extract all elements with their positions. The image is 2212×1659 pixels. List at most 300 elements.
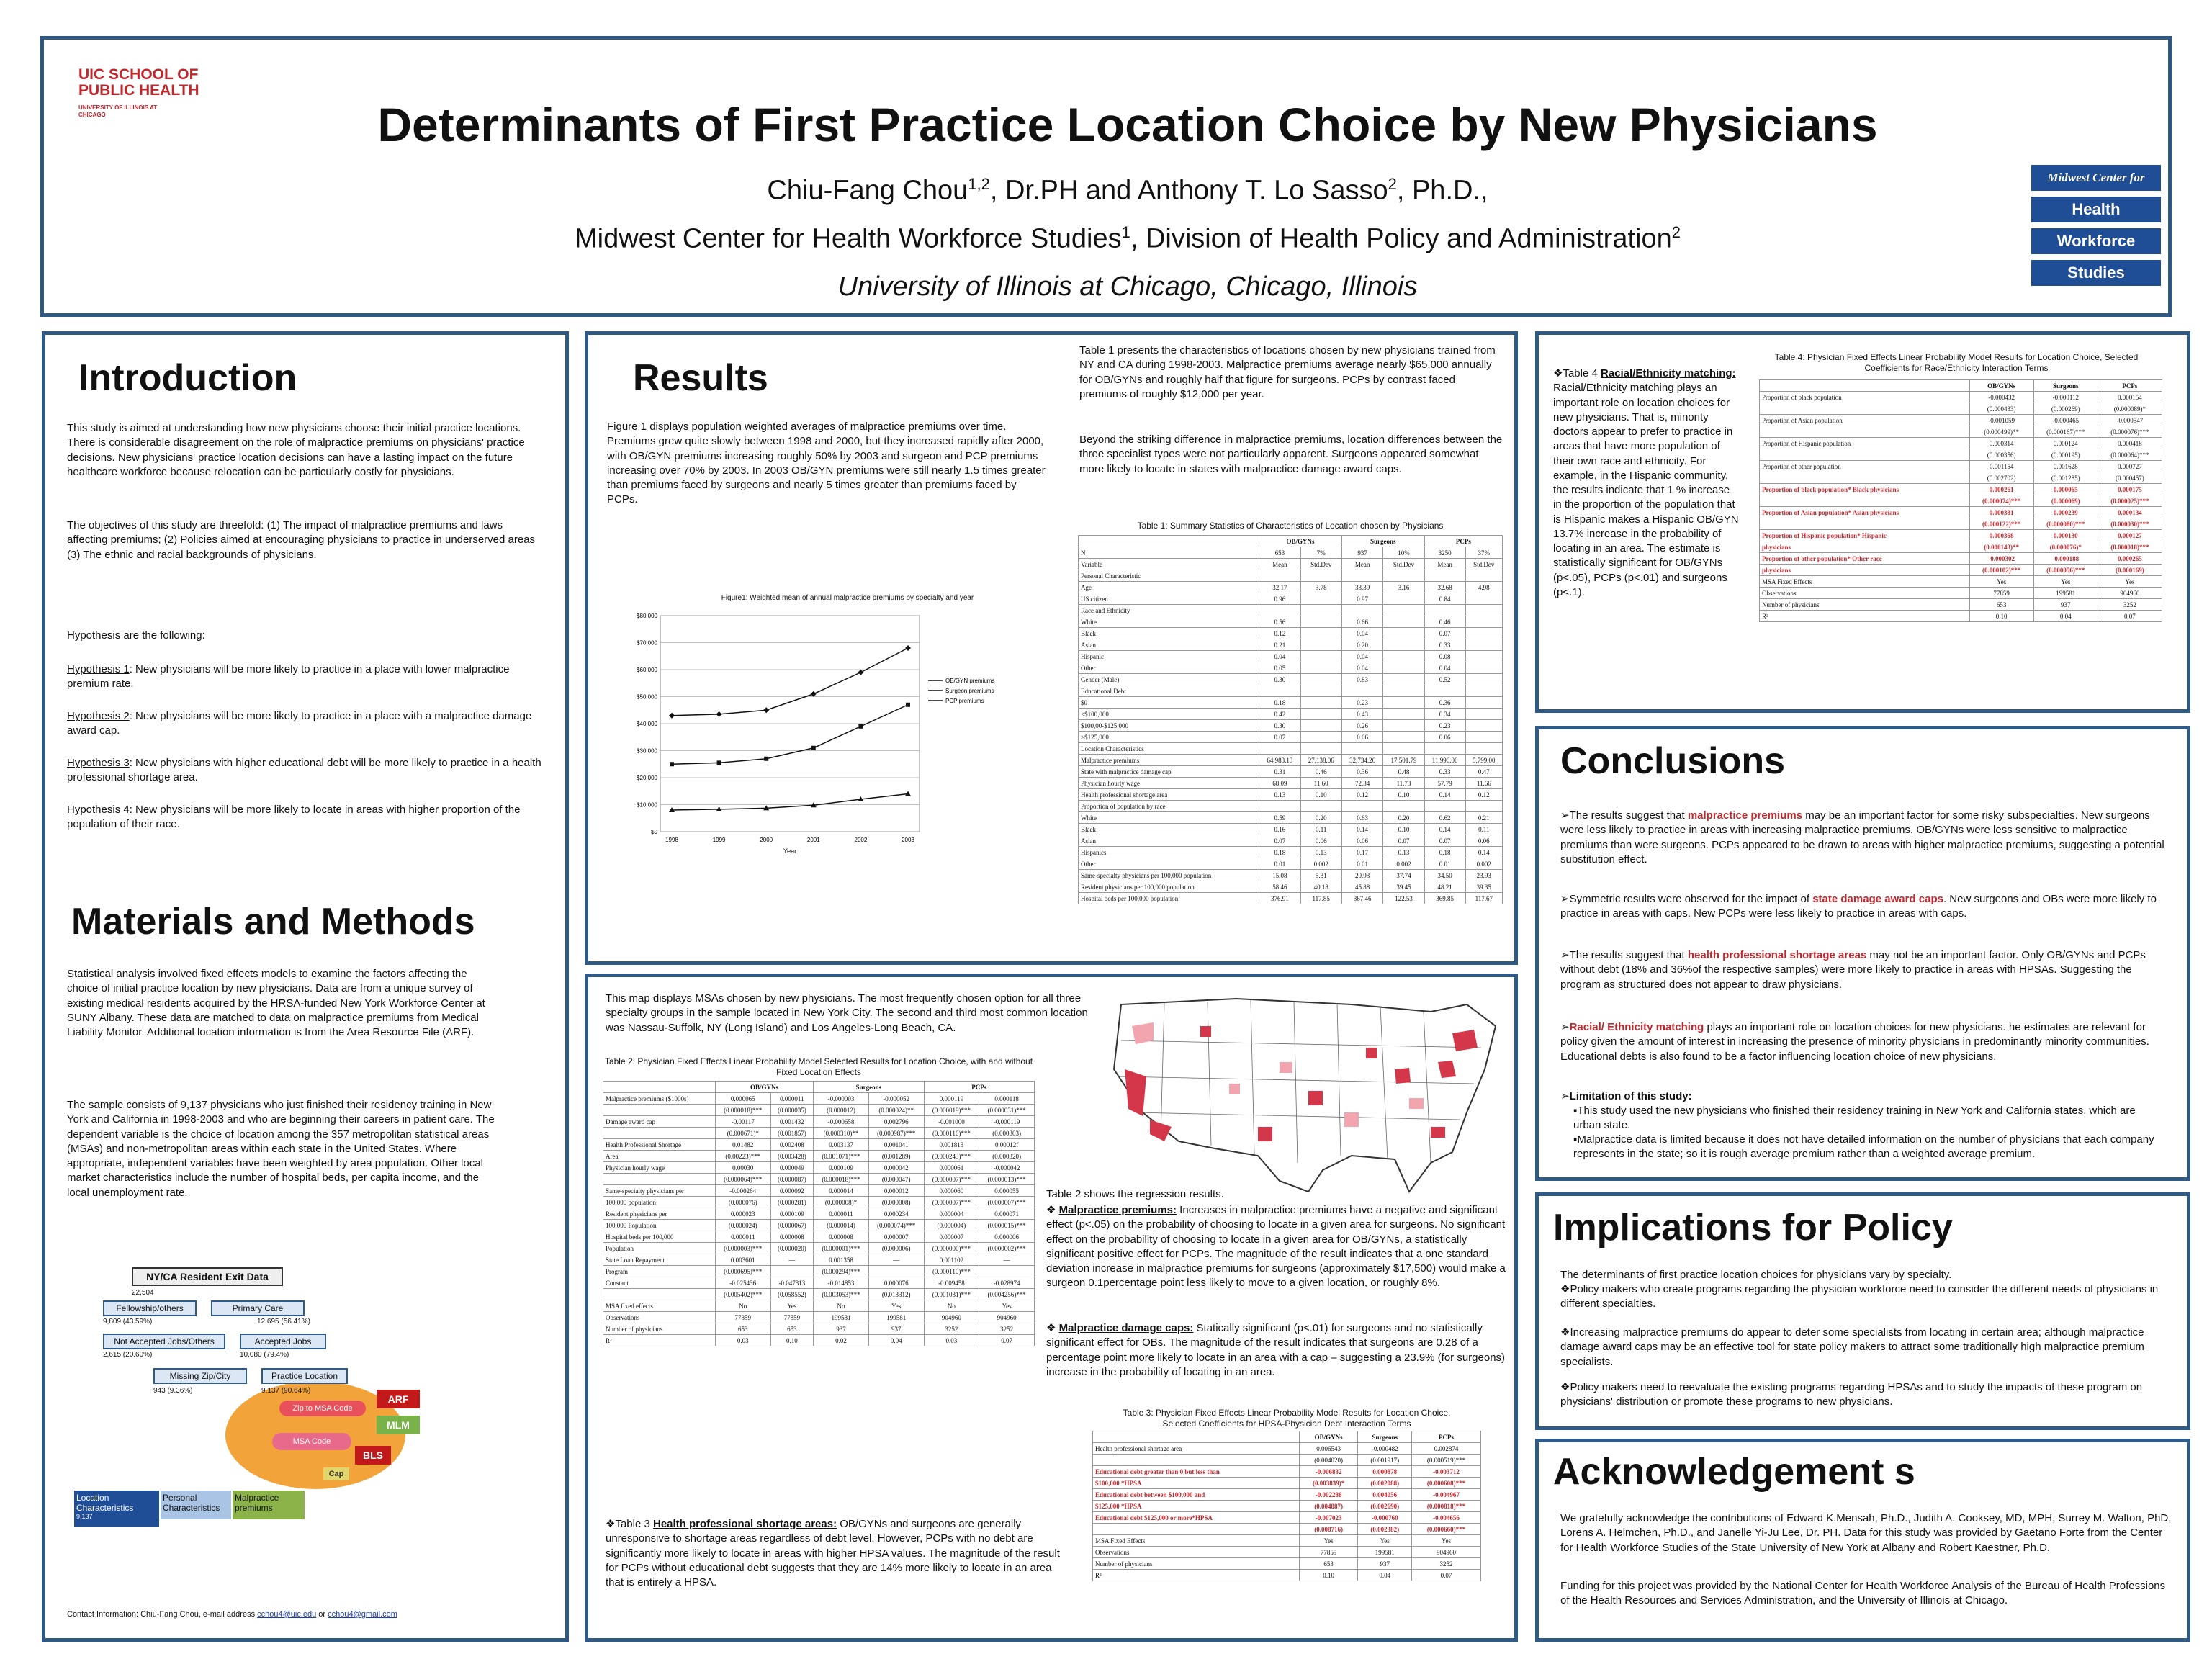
table2-cell: (0.000001)*** (814, 1243, 869, 1254)
x-tick-label: 1998 (665, 837, 678, 843)
table1-cell: 0.20 (1341, 639, 1382, 651)
table2-row (603, 1162, 1035, 1174)
table2-cell: (0.004256)*** (979, 1289, 1035, 1300)
table2-cell: (0.000015)*** (979, 1220, 1035, 1231)
hyp-1: Hypothesis 1: New physicians will be more likely to practice in a place with lower malpractice premium rate. (67, 663, 510, 691)
table1-cell (1465, 709, 1502, 720)
table1-cell: Location Characteristics (1079, 743, 1259, 755)
table4-group-header: OB/GYNs (1969, 380, 2033, 392)
table2-cell: (0.000035) (770, 1105, 814, 1116)
table4-cell: (0.000433) (1969, 403, 2033, 415)
table1-cell: 11,996.00 (1424, 755, 1465, 766)
table1-cell (1300, 628, 1341, 639)
table2-cell: (0.000002)*** (979, 1243, 1035, 1254)
table2-cell: 0.003601 (715, 1254, 770, 1266)
table2-cell (868, 1266, 924, 1277)
table4-row (1760, 472, 2162, 484)
table1-cell: 0.20 (1300, 812, 1341, 824)
table1-cell: Malpractice premiums (1079, 755, 1259, 766)
table1-cell: 0.07 (1259, 835, 1300, 847)
table2-cell: 0.000061 (924, 1162, 979, 1174)
table4-row (1760, 495, 2162, 507)
table1-row (1079, 593, 1503, 605)
table1-cell: 37.74 (1383, 870, 1424, 881)
table2-cell: -0.047313 (770, 1277, 814, 1289)
table3-cell: 77859 (1299, 1547, 1358, 1558)
table4-cell: 0.04 (2033, 611, 2098, 622)
results-t1b: Beyond the striking difference in malpractice premiums, location differences between the three specialist types were not particularly apparent. Surgeons appeared somewhat more likely to locate in states with malpractice damage award caps. (1079, 433, 1503, 475)
table1-cell (1300, 685, 1341, 697)
table1-cell: 10% (1383, 547, 1424, 559)
table1-cell (1383, 685, 1424, 697)
table3-cell: 0.04 (1358, 1570, 1412, 1581)
table1-cell: 27,138.06 (1300, 755, 1341, 766)
table1-cell: 122.53 (1383, 893, 1424, 904)
table1-cell: $0 (1079, 697, 1259, 709)
email-link-1[interactable]: cchou4@uic.edu (257, 1610, 317, 1619)
table1-cell: White (1079, 616, 1259, 628)
mchws-logo (2031, 165, 2161, 286)
table2-cell: Number of physicians (603, 1323, 716, 1335)
table3-cell: (0.004020) (1299, 1455, 1358, 1466)
data-point (717, 760, 721, 765)
table1-row (1079, 881, 1503, 893)
table4-cell (1760, 449, 1970, 461)
table2-cell: (0.003053)*** (814, 1289, 869, 1300)
table2-cell (770, 1266, 814, 1277)
table3-cell: Number of physicians (1093, 1558, 1300, 1570)
table2-cell: (0.001857) (770, 1128, 814, 1139)
table1-cell: 0.06 (1341, 835, 1382, 847)
table1-row (1079, 547, 1503, 559)
table4-cell: 0.000261 (1969, 484, 2033, 495)
table2-cell: (0.000018)*** (715, 1105, 770, 1116)
policy-intro: The determinants of first practice location choices for physicians vary by specialty. (1560, 1269, 1952, 1281)
table4-cell: Yes (2033, 576, 2098, 588)
table4-cell: 0.000239 (2033, 507, 2098, 518)
table2-cell: -0.028974 (979, 1277, 1035, 1289)
table2-cell: 0.000008 (814, 1231, 869, 1243)
table4-cell: (0.000056)*** (2033, 565, 2098, 576)
table2-cell: Observations (603, 1312, 716, 1323)
table2-cell: 0.002408 (770, 1139, 814, 1151)
table1-cell: 0.83 (1341, 674, 1382, 685)
results-panel-top (585, 331, 1518, 965)
table2-header-row (603, 1082, 1035, 1093)
table4-cell: (0.000025)*** (2098, 495, 2162, 507)
table4-row (1760, 541, 2162, 553)
table2-cell: (0.058552) (770, 1289, 814, 1300)
table1-row (1079, 639, 1503, 651)
table2-cell: (0.000024) (715, 1220, 770, 1231)
figure1-chart (617, 606, 1064, 879)
table3-cell: (0.001917) (1358, 1455, 1412, 1466)
table2-cell: Resident physicians per (603, 1208, 716, 1220)
table1-cell (1300, 570, 1341, 582)
table2-row (603, 1185, 1035, 1197)
table2-cell: 0.00030 (715, 1162, 770, 1174)
table1-cell: Race and Ethnicity (1079, 605, 1259, 616)
table1-cell (1341, 801, 1382, 812)
table3-group-header: PCPs (1411, 1431, 1480, 1443)
table2-cell: -0.000003 (814, 1093, 869, 1105)
table1-row (1079, 628, 1503, 639)
table2-row (603, 1128, 1035, 1139)
table3-row (1093, 1524, 1481, 1535)
table3-cell: 0.07 (1411, 1570, 1480, 1581)
table1-cell: Asian (1079, 835, 1259, 847)
table4-cell: Proportion of black population* Black physicians (1760, 484, 1970, 495)
table2-cell: (0.000004) (924, 1220, 979, 1231)
table2-cell: 0.000008 (770, 1231, 814, 1243)
table1-cell: 0.12 (1259, 628, 1300, 639)
table4-cell: -0.000547 (2098, 415, 2162, 426)
table4-cell: -0.000302 (1969, 553, 2033, 565)
table4-cell: (0.000356) (1969, 449, 2033, 461)
table1-cell: 117.85 (1300, 893, 1341, 904)
figure1-title: Figure1: Weighted mean of annual malpractice premiums by specialty and year (721, 594, 974, 602)
table4-cell: physicians (1760, 565, 1970, 576)
table2-cell: 0.10 (770, 1335, 814, 1346)
table2-row (603, 1312, 1035, 1323)
table2-cell: Constant (603, 1277, 716, 1289)
table4-cell: (0.001285) (2033, 472, 2098, 484)
ack-panel (1535, 1439, 2190, 1642)
table4-row (1760, 611, 2162, 622)
table1-row (1079, 755, 1503, 766)
table1-cell (1465, 651, 1502, 662)
table1-cell: 0.04 (1424, 662, 1465, 674)
table2-cell: (0.000006) (868, 1243, 924, 1254)
table1-cell: 3250 (1424, 547, 1465, 559)
table2-cell: State Loan Repayment (603, 1254, 716, 1266)
table2-cell: (0.003428) (770, 1151, 814, 1162)
table2-cell: (0.000000)*** (924, 1243, 979, 1254)
table4-cell: Yes (2098, 576, 2162, 588)
hyp-2: Hypothesis 2: New physicians will be more likely to practice in a place with a malpractice damage award cap. (67, 710, 532, 737)
table1-cell: 937 (1341, 547, 1382, 559)
x-tick-label: 2002 (854, 837, 868, 843)
flow-loc (74, 1491, 159, 1527)
table1-cell: 0.04 (1341, 662, 1382, 674)
table3-row (1093, 1455, 1481, 1466)
table1-cell (1300, 651, 1341, 662)
table2-cell: Area (603, 1151, 716, 1162)
table2-cell: (0.001031)*** (924, 1289, 979, 1300)
table2-cell: 0.03 (715, 1335, 770, 1346)
table1-cell: 0.18 (1424, 847, 1465, 858)
table1-cell: 37% (1465, 547, 1502, 559)
table3-cell (1093, 1524, 1300, 1535)
table1-cell: 72.34 (1341, 778, 1382, 789)
table3-cell: 0.000878 (1358, 1466, 1412, 1478)
table2-cell: 0.001358 (814, 1254, 869, 1266)
ack-title: Acknowledgement s (1553, 1451, 1915, 1493)
table3-row (1093, 1547, 1481, 1558)
table3-cell: (0.004887) (1299, 1501, 1358, 1512)
table1-cell: 0.34 (1424, 709, 1465, 720)
flow-personal: Personal Characteristics (161, 1491, 231, 1519)
table1-cell (1383, 674, 1424, 685)
table1-cell (1465, 743, 1502, 755)
table1-cell: $100,00-$125,000 (1079, 720, 1259, 732)
table2-cell: No (715, 1300, 770, 1312)
table2-cell: Health Professional Shortage (603, 1139, 716, 1151)
table2-cell: No (924, 1300, 979, 1312)
conclusions-title: Conclusions (1560, 740, 1786, 782)
uic-logo-sub: UNIVERSITY OF ILLINOIS AT CHICAGO (78, 104, 158, 118)
table2-cell (979, 1266, 1035, 1277)
intro-p1: This study is aimed at understanding how new physicians choose their initial practice locations. There is considerable disagreement on the role of malpractice premiums on physicians' practice decisions. New physicians' practice location decisions can have a lasting impact on the future healthcare workforce because relocation can be particularly costly for physicians. (67, 422, 525, 478)
table2-cell: -0.000658 (814, 1116, 869, 1128)
table4-cell (1760, 518, 1970, 530)
table1-cell: >$125,000 (1079, 732, 1259, 743)
table4-cell: (0.000122)*** (1969, 518, 2033, 530)
table4-cell: 0.000418 (2098, 438, 2162, 449)
table1-cell (1300, 593, 1341, 605)
table3-cell: R² (1093, 1570, 1300, 1581)
table2-cell: 199581 (868, 1312, 924, 1323)
table3-cell: $100,000 *HPSA (1093, 1478, 1300, 1489)
table1-cell (1259, 570, 1300, 582)
table4-cell (1760, 495, 1970, 507)
limitation-1: ▪This study used the new physicians who finished their residency training in New York and California states, which are urban state. (1573, 1105, 2136, 1132)
table1-cell (1465, 732, 1502, 743)
table4-row (1760, 576, 2162, 588)
table2-cell: (0.000008)* (814, 1197, 869, 1208)
table4-row (1760, 518, 2162, 530)
table2-group-header: PCPs (924, 1082, 1034, 1093)
table1-cell: Hispanics (1079, 847, 1259, 858)
table1-cell: 0.97 (1341, 593, 1382, 605)
table1-row (1079, 824, 1503, 835)
table1-row (1079, 662, 1503, 674)
table1-cell (1465, 628, 1502, 639)
table1-cell: 11.73 (1383, 778, 1424, 789)
hyp-4: Hypothesis 4: New physicians will be more likely to locate in areas with higher proportion of the population of their race. (67, 804, 521, 831)
table3-cell: $125,000 *HPSA (1093, 1501, 1300, 1512)
table1-cell: 45.88 (1341, 881, 1382, 893)
table1-row (1079, 559, 1503, 570)
flow-primary: Primary Care (211, 1300, 305, 1316)
table4-cell: -0.000465 (2033, 415, 2098, 426)
table2-row (603, 1208, 1035, 1220)
x-tick-label: 2003 (902, 837, 914, 843)
table1-cell: 0.96 (1259, 593, 1300, 605)
y-tick-label: $0 (651, 829, 657, 835)
data-point (858, 724, 863, 729)
table1-cell: US citizen (1079, 593, 1259, 605)
table1-cell: Hospital beds per 100,000 population (1079, 893, 1259, 904)
table4-cell: -0.000188 (2033, 553, 2098, 565)
table3-cell: -0.003712 (1411, 1466, 1480, 1478)
table2-cell: 0.001432 (770, 1116, 814, 1128)
map-text: This map displays MSAs chosen by new physicians. The most frequently chosen option for all three specialty groups in the sample located in New York City. The second and third most common location was Nassau-Suffolk, NY (Long Island) and Los Angeles-Long Beach, CA. (606, 992, 1088, 1034)
table2-cell: Population (603, 1243, 716, 1254)
table1-row (1079, 858, 1503, 870)
table1-cell: 0.52 (1424, 674, 1465, 685)
table2-cell: 100,000 Population (603, 1220, 716, 1231)
methods-p1: Statistical analysis involved fixed effects models to examine the factors affecting the choice of initial practice location by new physicians. Data are from a unique survey of existing medical residents acquired by the HRSA-funded New York Workforce Center at SUNY Albany. These data are matched to data on malpractice premiums from Medical Liability Monitor. Additional location information is from the Area Resource File (ARF). (67, 968, 485, 1038)
table1-cell: 0.20 (1383, 812, 1424, 824)
table2-cell: (0.000076) (715, 1197, 770, 1208)
table4-cell: 0.000175 (2098, 484, 2162, 495)
table2 (603, 1081, 1035, 1346)
table2-cell: Same-specialty physicians per (603, 1185, 716, 1197)
table1-cell (1383, 639, 1424, 651)
table2-cell: 653 (715, 1323, 770, 1335)
table1-cell: 5,799.00 (1465, 755, 1502, 766)
y-tick-label: $80,000 (637, 613, 657, 619)
flow-cap: Cap (323, 1467, 349, 1480)
table2-cell: Yes (770, 1300, 814, 1312)
email-link-2[interactable]: cchou4@gmail.com (328, 1610, 397, 1619)
flow-n-fellow: 9,809 (43.59%) (103, 1318, 153, 1326)
table1-cell: 0.17 (1341, 847, 1382, 858)
table3-cell: (0.003839)* (1299, 1478, 1358, 1489)
policy-title: Implications for Policy (1553, 1207, 1953, 1249)
table1-cell (1383, 616, 1424, 628)
table3-cell: Health professional shortage area (1093, 1443, 1300, 1455)
table2-row (603, 1197, 1035, 1208)
table2-cell: (0.000671)* (715, 1128, 770, 1139)
table3-cell: Observations (1093, 1547, 1300, 1558)
table2-cell: (0.000018)*** (814, 1174, 869, 1185)
table1-group-header: Surgeons (1341, 536, 1424, 547)
table3-row (1093, 1501, 1481, 1512)
policy-3: ❖Policy makers need to reevaluate the existing programs regarding HPSAs and to study the impacts of these program on physicians' distribution or promote these programs to new physicians. (1560, 1381, 2143, 1408)
table1-cell: 0.13 (1300, 847, 1341, 858)
table1-cell: Educational Debt (1079, 685, 1259, 697)
table1-cell (1383, 732, 1424, 743)
table1-cell: 0.62 (1424, 812, 1465, 824)
table2-cell (603, 1105, 716, 1116)
table4-cell: (0.000102)*** (1969, 565, 2033, 576)
table1-row (1079, 847, 1503, 858)
us-map-shape (1092, 983, 1510, 1206)
table4-row (1760, 438, 2162, 449)
table2-cell: 0.001041 (868, 1139, 924, 1151)
table4-caption: Table 4: Physician Fixed Effects Linear Probability Model Results for Location Choice, Selected Coefficients for Race/Ethnicity Interaction Terms (1774, 352, 2139, 373)
table3-cell: -0.004656 (1411, 1512, 1480, 1524)
data-point (670, 762, 674, 766)
table1-cell: 0.23 (1424, 720, 1465, 732)
table2-cell: 77859 (770, 1312, 814, 1323)
table1-cell: 34.50 (1424, 870, 1465, 881)
table2-cell: -0.00117 (715, 1116, 770, 1128)
table1-cell: 0.33 (1424, 766, 1465, 778)
table2-row (603, 1243, 1035, 1254)
table2-cell: — (868, 1254, 924, 1266)
table1-cell: 7% (1300, 547, 1341, 559)
ack-p2: Funding for this project was provided by the National Center for Health Workforce Analysis of the Bureau of Health Professions of the Health Resources and Services Administration, and the University of Illinois at Chicago. (1560, 1580, 2166, 1607)
table1-row (1079, 778, 1503, 789)
table3-cell: 0.002874 (1411, 1443, 1480, 1455)
table4-cell (1760, 472, 1970, 484)
table1-cell: 0.04 (1341, 628, 1382, 639)
table2-cell: (0.000320) (979, 1151, 1035, 1162)
table4-cell: Proportion of Hispanic population (1760, 438, 1970, 449)
table4-row (1760, 599, 2162, 611)
table2-row (603, 1231, 1035, 1243)
table4-cell: 0.000065 (2033, 484, 2098, 495)
x-tick-label: 1999 (712, 837, 726, 843)
table4-row (1760, 426, 2162, 438)
table2-cell: (0.000007)*** (924, 1197, 979, 1208)
mchws-line-1: Midwest Center for (2031, 165, 2161, 191)
table1-row (1079, 732, 1503, 743)
table2-cell: -0.009458 (924, 1277, 979, 1289)
table4-cell: 0.000134 (2098, 507, 2162, 518)
table2-cell (603, 1174, 716, 1185)
table4-cell: 0.10 (1969, 611, 2033, 622)
flow-msa: MSA Code (272, 1433, 351, 1450)
table1-cell: 0.18 (1259, 847, 1300, 858)
table4-row (1760, 588, 2162, 599)
table4-header-row (1760, 380, 2162, 392)
table2-row (603, 1151, 1035, 1162)
results-fig-text: Figure 1 displays population weighted averages of malpractice premiums over time. Premiums grew quite slowly between 1998 and 2000, but they increased rapidly after 2000, with OB/GYN premiums increasing roughly 50% by 2003 and surgeon and PCP premiums increasing over 70% by 2003. In 2003 OB/GYN premiums were still nearly 1.5 times greater than premiums faced by surgeons and nearly 5 times greater than premiums faced by PCPs. (607, 421, 1046, 506)
us-map (1092, 983, 1510, 1206)
table1-cell (1383, 605, 1424, 616)
y-tick-label: $30,000 (637, 747, 657, 755)
table1-cell: Personal Characteristic (1079, 570, 1259, 582)
table4-cell: -0.000432 (1969, 392, 2033, 403)
table1-cell: 32,734.26 (1341, 755, 1382, 766)
table2-cell (603, 1128, 716, 1139)
table2-cell: 0.000049 (770, 1162, 814, 1174)
table2-cell: Program (603, 1266, 716, 1277)
table1-cell: 0.47 (1465, 766, 1502, 778)
table2-cell: 0.001813 (924, 1139, 979, 1151)
table1-cell (1300, 639, 1341, 651)
table1-group-header: OB/GYNs (1259, 536, 1342, 547)
table1-cell: Asian (1079, 639, 1259, 651)
flow-bls: BLS (355, 1446, 391, 1465)
table2-cell: 0.000042 (868, 1162, 924, 1174)
table1-cell (1300, 662, 1341, 674)
table2-cell: (0.000064)*** (715, 1174, 770, 1185)
table1-cell (1465, 570, 1502, 582)
y-tick-label: $10,000 (637, 801, 657, 809)
methods-p2: The sample consists of 9,137 physicians who just finished their residency training in New York and California in 1998-2003 and who are beginning their careers in patient care. The dependent variable is the choice of location among the 357 metropolitan statistical areas (MSAs) and non-metropolitan areas within each state in the United States. Where appropriate, independent variables have been weighted by area population. Other local market characteristics include the number of hospital beds, per capita income, and the local unemployment rate. (67, 1099, 495, 1199)
table2-cell: 0.000007 (924, 1231, 979, 1243)
table3-group-header: OB/GYNs (1299, 1431, 1358, 1443)
table1-cell (1465, 616, 1502, 628)
table2-row (603, 1139, 1035, 1151)
table1-row (1079, 789, 1503, 801)
table3-row (1093, 1535, 1481, 1547)
table1-cell: 0.48 (1383, 766, 1424, 778)
table1-cell (1383, 662, 1424, 674)
table4-cell: (0.000069) (2033, 495, 2098, 507)
table4-cell: 0.000314 (1969, 438, 2033, 449)
table4-cell: (0.000269) (2033, 403, 2098, 415)
table2-cell: 904960 (979, 1312, 1035, 1323)
table3-cell: Educational debt greater than 0 but less than (1093, 1466, 1300, 1478)
table1-cell (1300, 720, 1341, 732)
table1-cell (1300, 801, 1341, 812)
table1-cell: 367.46 (1341, 893, 1382, 904)
table1-cell: 0.01 (1341, 858, 1382, 870)
table2-cell: 0.03 (924, 1335, 979, 1346)
table1-cell (1300, 743, 1341, 755)
uic-logo (78, 67, 230, 126)
table3-row (1093, 1478, 1481, 1489)
flow-top: NY/CA Resident Exit Data (132, 1267, 283, 1286)
table1-cell (1300, 605, 1341, 616)
table1-cell (1383, 628, 1424, 639)
